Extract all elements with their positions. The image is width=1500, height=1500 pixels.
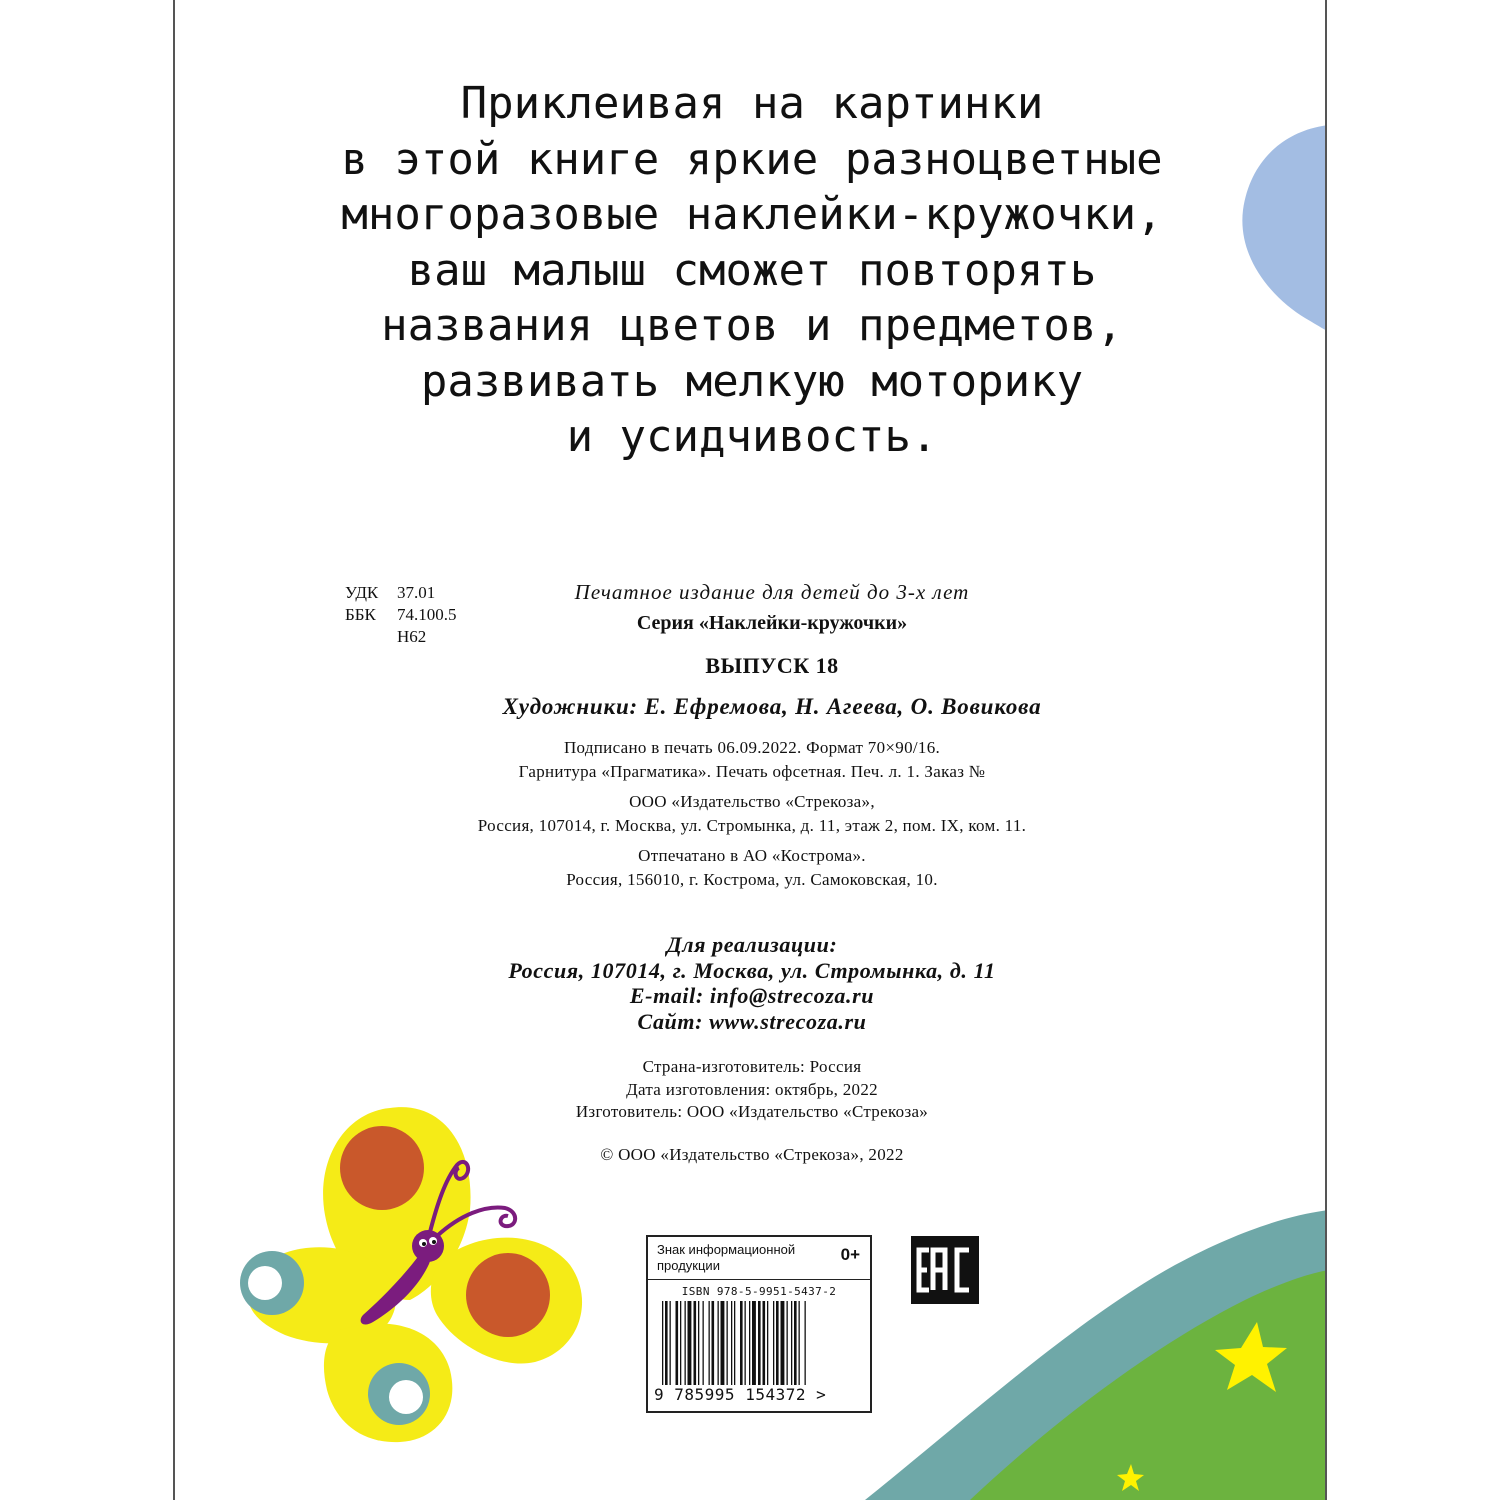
back-cover-page [173, 0, 1327, 1500]
manufacturer-country: Страна-изготовитель: Россия [642, 1057, 862, 1076]
sales-block [175, 932, 1327, 1034]
butterfly-white-spot-bottom [389, 1380, 423, 1414]
intro-line: развивать мелкую моторику [420, 355, 1084, 407]
intro-line: названия цветов и предметов, [381, 300, 1123, 351]
imprint-printer-address: Россия, 156010, г. Кострома, ул. Самоковская, 10. [566, 869, 938, 889]
udk-label: УДК [345, 583, 379, 602]
imprint-block [175, 736, 1327, 891]
info-product-label: Знак информационной продукции [657, 1242, 796, 1273]
imprint-printer: Отпечатано в АО «Кострома». [638, 846, 866, 865]
intro-line: Приклеивая на картинки [460, 78, 1044, 129]
butterfly-orange-spot-upper [340, 1126, 424, 1210]
series-title: Серия «Наклейки-кружочки» [636, 612, 908, 634]
age-note: Печатное издание для детей до 3-х лет [574, 580, 970, 604]
bbk-label: ББК [345, 605, 376, 624]
butterfly-orange-spot-lower [466, 1253, 550, 1337]
manufacturer-block [175, 1056, 1327, 1124]
intro-text [175, 76, 1327, 465]
ean-digits: 9 785995 154372 > [654, 1385, 827, 1404]
eac-mark-icon [911, 1236, 979, 1304]
manufacturer-date: Дата изготовления: октябрь, 2022 [626, 1079, 878, 1099]
sales-title: Для реализации: [666, 932, 838, 957]
barcode-icon [662, 1301, 857, 1385]
product-info-badge [646, 1235, 872, 1413]
intro-line: и усидчивость. [566, 411, 938, 462]
isbn-number: ISBN 978-5-9951-5437-2 [681, 1285, 837, 1298]
udk-value: 37.01 [397, 583, 436, 602]
age-rating: 0+ [840, 1245, 860, 1264]
sales-email: E-mail: info@strecoza.ru [629, 983, 875, 1008]
butterfly-white-spot-left [248, 1266, 282, 1300]
artists-credit: Художники: Е. Ефремова, Н. Агеева, О. Вовикова [502, 694, 1042, 719]
sales-site: Сайт: www.strecoza.ru [637, 1008, 867, 1034]
intro-line: в этой книге яркие разноцветные [341, 133, 1163, 185]
imprint-typeface: Гарнитура «Прагматика». Печать офсетная. Печ. л. 1. Заказ № [518, 761, 986, 781]
imprint-signed: Подписано в печать 06.09.2022. Формат 70×90/16. [563, 738, 941, 757]
imprint-publisher: ООО «Издательство «Стрекоза», [629, 792, 875, 811]
copyright-notice: © ООО «Издательство «Стрекоза», 2022 [600, 1145, 904, 1164]
intro-line: многоразовые наклейки-кружочки, [341, 189, 1163, 240]
bbk-value: 74.100.5 [397, 605, 457, 624]
imprint-publisher-address: Россия, 107014, г. Москва, ул. Стромынка, д. 11, этаж 2, пом. IX, ком. 11. [477, 815, 1027, 835]
sales-address: Россия, 107014, г. Москва, ул. Стромынка, д. 11 [508, 957, 996, 983]
intro-line: ваш малыш сможет повторять [407, 244, 1097, 296]
issue-number: ВЫПУСК 18 [705, 653, 839, 678]
author-mark: Н62 [397, 627, 427, 646]
manufacturer-name: Изготовитель: ООО «Издательство «Стрекоза» [575, 1102, 929, 1121]
